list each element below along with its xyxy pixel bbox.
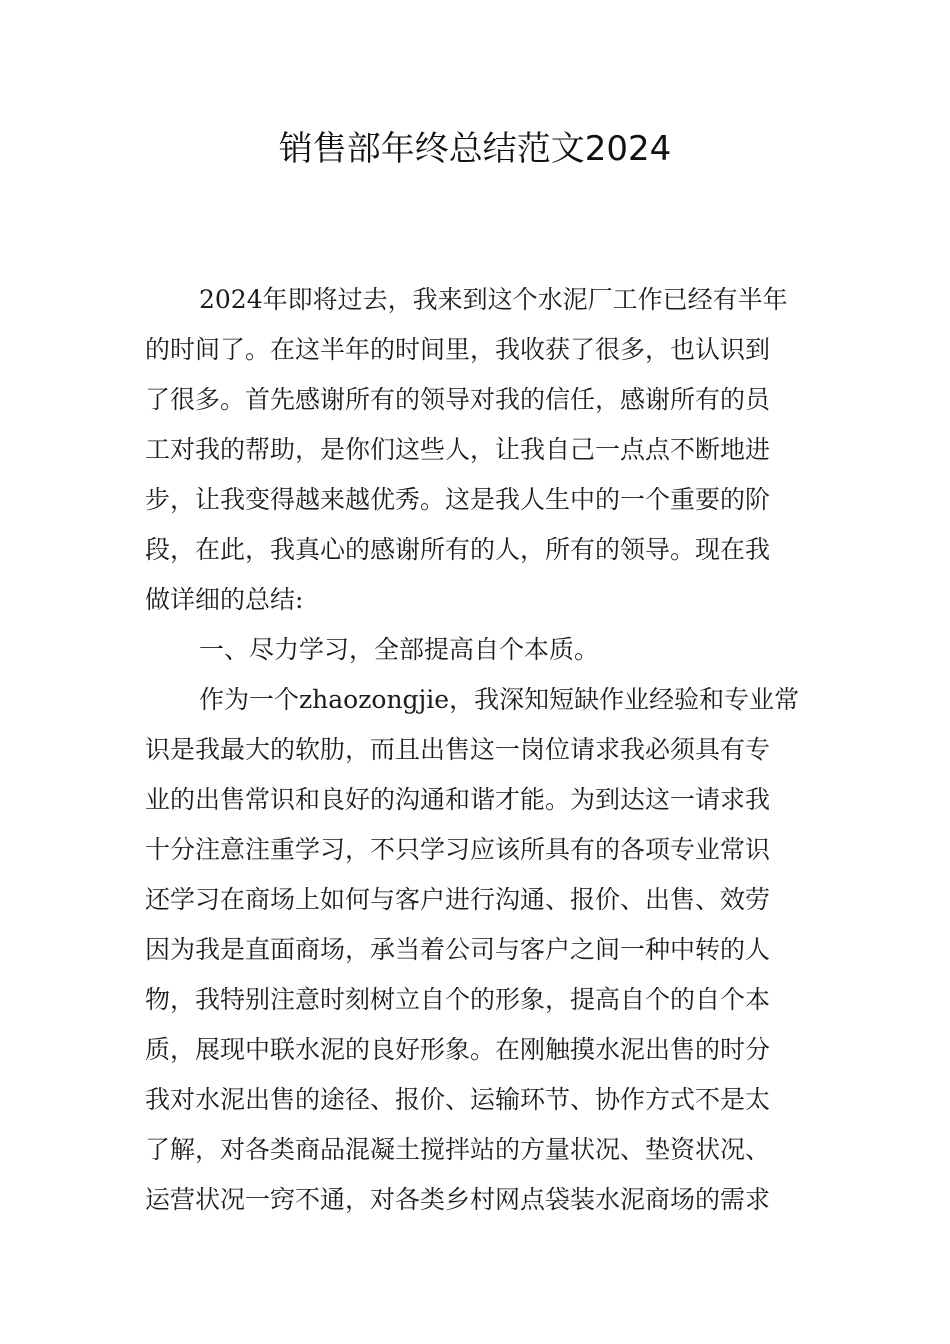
text-line: 识是我最大的软肋，而且出售这一岗位请求我必须具有专	[145, 735, 771, 764]
text-line: 质，展现中联水泥的良好形象。在刚触摸水泥出售的时分	[145, 1035, 771, 1064]
text-line: 一、尽力学习，全部提高自个本质。	[199, 635, 600, 664]
text-line: 了很多。首先感谢所有的领导对我的信任，感谢所有的员	[145, 385, 771, 414]
text-line: 作为一个zhaozongjie，我深知短缺作业经验和专业常	[199, 685, 800, 714]
text-line: 十分注意注重学习，不只学习应该所具有的各项专业常识	[145, 835, 771, 864]
text-line: 2024年即将过去，我来到这个水泥厂工作已经有半年	[199, 285, 788, 314]
text-line: 我对水泥出售的途径、报价、运输环节、协作方式不是太	[145, 1085, 771, 1114]
text-line: 段，在此，我真心的感谢所有的人，所有的领导。现在我	[145, 535, 771, 564]
text-line: 物，我特别注意时刻树立自个的形象，提高自个的自个本	[145, 985, 771, 1014]
text-line: 还学习在商场上如何与客户进行沟通、报价、出售、效劳	[145, 885, 771, 914]
document-body	[145, 275, 805, 1225]
text-line: 的时间了。在这半年的时间里，我收获了很多，也认识到	[145, 335, 771, 364]
text-line: 步，让我变得越来越优秀。这是我人生中的一个重要的阶	[145, 485, 771, 514]
text-line: 因为我是直面商场，承当着公司与客户之间一种中转的人	[145, 935, 771, 964]
text-line: 了解，对各类商品混凝土搅拌站的方量状况、垫资状况、	[145, 1135, 771, 1164]
text-line: 运营状况一窍不通，对各类乡村网点袋装水泥商场的需求	[145, 1185, 771, 1214]
text-line: 做详细的总结:	[145, 585, 304, 614]
document-title: 销售部年终总结范文2024	[278, 129, 672, 169]
text-line: 业的出售常识和良好的沟通和谐才能。为到达这一请求我	[145, 785, 771, 814]
text-line: 工对我的帮助，是你们这些人，让我自己一点点不断地进	[145, 435, 771, 464]
